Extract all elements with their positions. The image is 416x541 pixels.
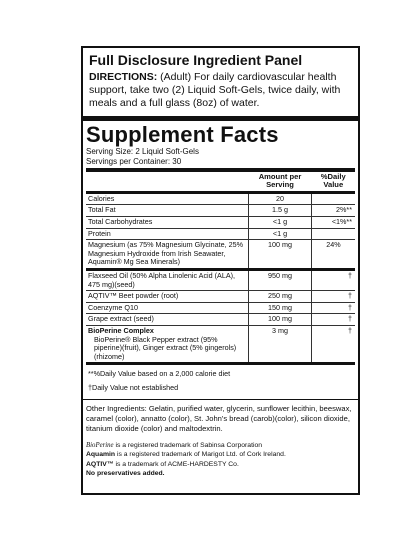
ingredient-dv: † <box>312 269 356 290</box>
table-row <box>86 240 355 270</box>
nutrient-name: Magnesium (as 75% Magnesium Glycinate, 25% Magnesium Hydroxide from Irish Seawater, Aquamin® Mg Sea Minerals) <box>86 240 249 270</box>
nutrient-dv: 2%** <box>312 205 356 217</box>
table-row <box>86 205 355 217</box>
footnote-daily-value: **%Daily Value based on a 2,000 calorie diet <box>86 362 355 379</box>
other-ingredients: Other Ingredients: Gelatin, purified water, glycerin, sunflower lecithin, beeswax, caramel (color), annatto (color), St. John's bread (carob)(color), silicon dioxide, titanium dioxide (color) and maltodextrin. <box>86 404 352 433</box>
ingredient-name: Grape extract (seed) <box>86 314 249 326</box>
ingredient-amount: 250 mg <box>249 291 312 303</box>
serving-size: Serving Size: 2 Liquid Soft-Gels <box>86 147 199 156</box>
ingredient-panel <box>81 46 360 495</box>
nutrient-dv <box>312 228 356 240</box>
nutrient-dv: <1%** <box>312 217 356 229</box>
nutrient-name: Total Carbohydrates <box>86 217 249 229</box>
ingredient-amount: 3 mg <box>249 325 312 362</box>
footnote-not-established: †Daily Value not established <box>88 383 179 393</box>
table-header <box>86 172 355 192</box>
ingredient-amount: 100 mg <box>249 314 312 326</box>
trademarks <box>83 433 358 478</box>
complex-name: BioPerine Complex <box>88 325 154 335</box>
ingredient-dv: † <box>312 302 356 314</box>
table-row <box>86 302 355 314</box>
nutrient-amount: 20 <box>249 192 312 205</box>
no-preservatives: No preservatives added. <box>86 469 165 477</box>
ingredient-dv: † <box>312 314 356 326</box>
nutrient-name: Total Fat <box>86 205 249 217</box>
nutrient-amount: <1 g <box>249 228 312 240</box>
directions-text: (Adult) For daily cardiovascular health support, take two (2) Liquid Soft-Gels, twice daily, with meals and a full glass (8oz) of water. <box>89 71 341 109</box>
nutrient-amount: <1 g <box>249 217 312 229</box>
bioperine-logo: BioPerine <box>86 442 114 450</box>
nutrient-dv: 24% <box>312 240 356 270</box>
table-row <box>86 325 355 362</box>
nutrient-dv <box>312 192 356 205</box>
facts-table <box>86 172 355 362</box>
ingredient-dv: † <box>312 291 356 303</box>
ingredient-name: AQTIV™ Beet powder (root) <box>86 291 249 303</box>
nutrient-name: Protein <box>86 228 249 240</box>
supplement-facts-title: Supplement Facts <box>86 122 279 147</box>
trademark-aquamin: Aquamin is a registered trademark of Marigot Ltd. of Cork Ireland. <box>86 451 286 459</box>
table-row <box>86 192 355 205</box>
table-row <box>86 217 355 229</box>
nutrient-name: Calories <box>86 192 249 205</box>
col-amount: Amount per Serving <box>258 172 302 190</box>
panel-title: Full Disclosure Ingredient Panel <box>89 52 303 68</box>
supplement-facts <box>83 123 358 393</box>
table-row <box>86 269 355 290</box>
trademark-aqtiv: AQTIV™ is a trademark of ACME-HARDESTY Co. <box>86 460 239 468</box>
directions-label: DIRECTIONS: <box>89 71 158 83</box>
ingredient-name: Flaxseed Oil (50% Alpha Linolenic Acid (ALA), 475 mg)(seed) <box>86 269 249 290</box>
nutrient-amount: 1.5 g <box>249 205 312 217</box>
table-row <box>86 314 355 326</box>
directions <box>89 71 352 110</box>
servings-per-container: Servings per Container: 30 <box>86 156 182 166</box>
ingredient-amount: 150 mg <box>249 302 312 314</box>
table-row <box>86 228 355 240</box>
table-row <box>86 291 355 303</box>
col-dv: %Daily Value <box>320 172 346 190</box>
ingredient-amount: 950 mg <box>249 269 312 290</box>
nutrient-amount: 100 mg <box>249 240 312 270</box>
divider <box>83 116 358 121</box>
ingredient-name: Coenzyme Q10 <box>86 302 249 314</box>
ingredient-dv: † <box>312 325 356 362</box>
panel-header <box>83 48 358 110</box>
complex-components: BioPerine® Black Pepper extract (95% piperine)(fruit), Ginger extract (5% gingerols)(rhizome) <box>94 334 237 361</box>
trademark-bioperine: BioPerine is a registered trademark of Sabinsa Corporation <box>86 442 263 450</box>
